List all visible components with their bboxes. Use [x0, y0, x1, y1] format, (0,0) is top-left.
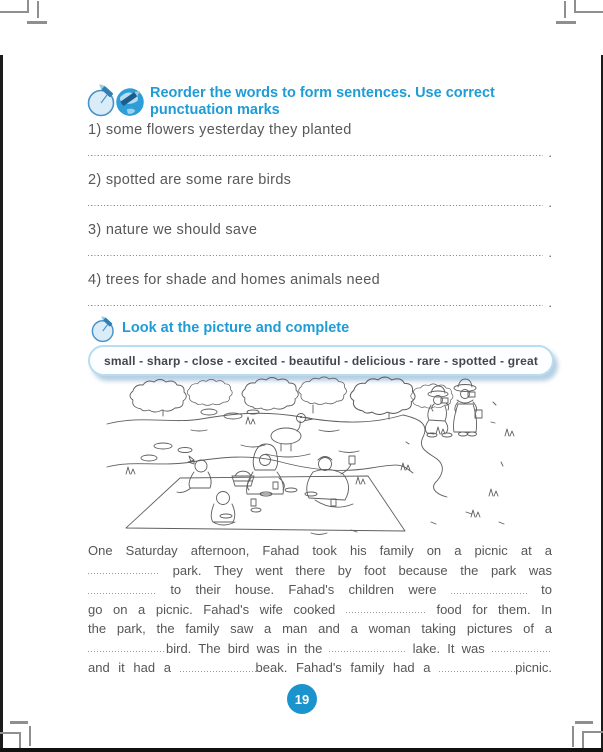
page-number-badge: [287, 684, 317, 714]
paragraph-line: [88, 600, 552, 620]
line-period: .: [548, 195, 552, 210]
paragraph-text: to their house. Fahad's children were: [170, 582, 437, 597]
dotted-line: [88, 305, 543, 306]
paragraph-text: park. They went there by foot because the park was: [172, 562, 552, 578]
globe-pencil-icon: [112, 83, 148, 124]
stopwatch-pencil-icon: [90, 316, 117, 348]
paragraph-text: the park, the family saw a man and a woman taking pictures of a: [88, 621, 552, 636]
answer-line: [88, 145, 552, 160]
fill-blank: [492, 643, 552, 653]
dotted-line: [88, 255, 543, 256]
paragraph-text: bird. The bird was in the: [166, 640, 323, 656]
paragraph-line: [88, 658, 552, 678]
dotted-line: [88, 155, 543, 156]
reorder-section-title: Reorder the words to form sentences. Use correct punctuation marks: [150, 85, 495, 118]
paragraph-text: One Saturday afternoon, Fahad took his family on a picnic at a: [88, 543, 552, 558]
line-period: .: [548, 295, 552, 310]
paragraph-text: food for them. In: [436, 601, 552, 617]
paragraph-text: go on a picnic. Fahad's wife cooked: [88, 601, 336, 617]
paragraph-text: and it had a: [88, 660, 171, 675]
picnic-illustration: [101, 372, 521, 538]
paragraph-line: [88, 561, 552, 581]
fill-blank: [88, 565, 160, 575]
word-bank-words: small - sharp - close - excited - beautiful - delicious - rare - spotted - great: [103, 353, 539, 368]
paragraph-text: picnic.: [515, 660, 552, 675]
paragraph-text: lake. It was: [412, 640, 485, 656]
fill-blank: [451, 584, 527, 594]
paragraph-line: [88, 619, 552, 639]
gap-fill-paragraph: [88, 541, 552, 678]
fill-blank: [180, 662, 256, 672]
line-period: .: [548, 245, 552, 260]
line-period: .: [548, 145, 552, 160]
paragraph-text: beak. Fahad's family had a: [255, 660, 431, 675]
page-edge-bottom: [0, 748, 603, 752]
dotted-line: [88, 205, 543, 206]
paragraph-line: [88, 541, 552, 561]
answer-line: [88, 295, 552, 310]
reorder-items: [88, 122, 552, 322]
fill-blank: [88, 584, 156, 594]
paragraph-line: [88, 639, 552, 659]
fill-blank: [346, 604, 426, 614]
paragraph-line: [88, 580, 552, 600]
answer-line: [88, 195, 552, 210]
sentence-prompt: 2) spotted are some rare birds: [88, 172, 292, 188]
paragraph-text: to: [541, 582, 552, 597]
sentence-prompt: 3) nature we should save: [88, 222, 258, 238]
sentence-prompt: 1) some flowers yesterday they planted: [88, 122, 352, 138]
picture-section-title: Look at the picture and complete: [122, 320, 350, 336]
fill-blank: [329, 643, 405, 653]
fill-blank: [439, 662, 515, 672]
fill-blank: [88, 643, 166, 653]
page-number: 19: [294, 691, 310, 707]
sentence-prompt: 4) trees for shade and homes animals need: [88, 272, 380, 288]
page-edge-left: [0, 55, 3, 752]
answer-line: [88, 245, 552, 260]
